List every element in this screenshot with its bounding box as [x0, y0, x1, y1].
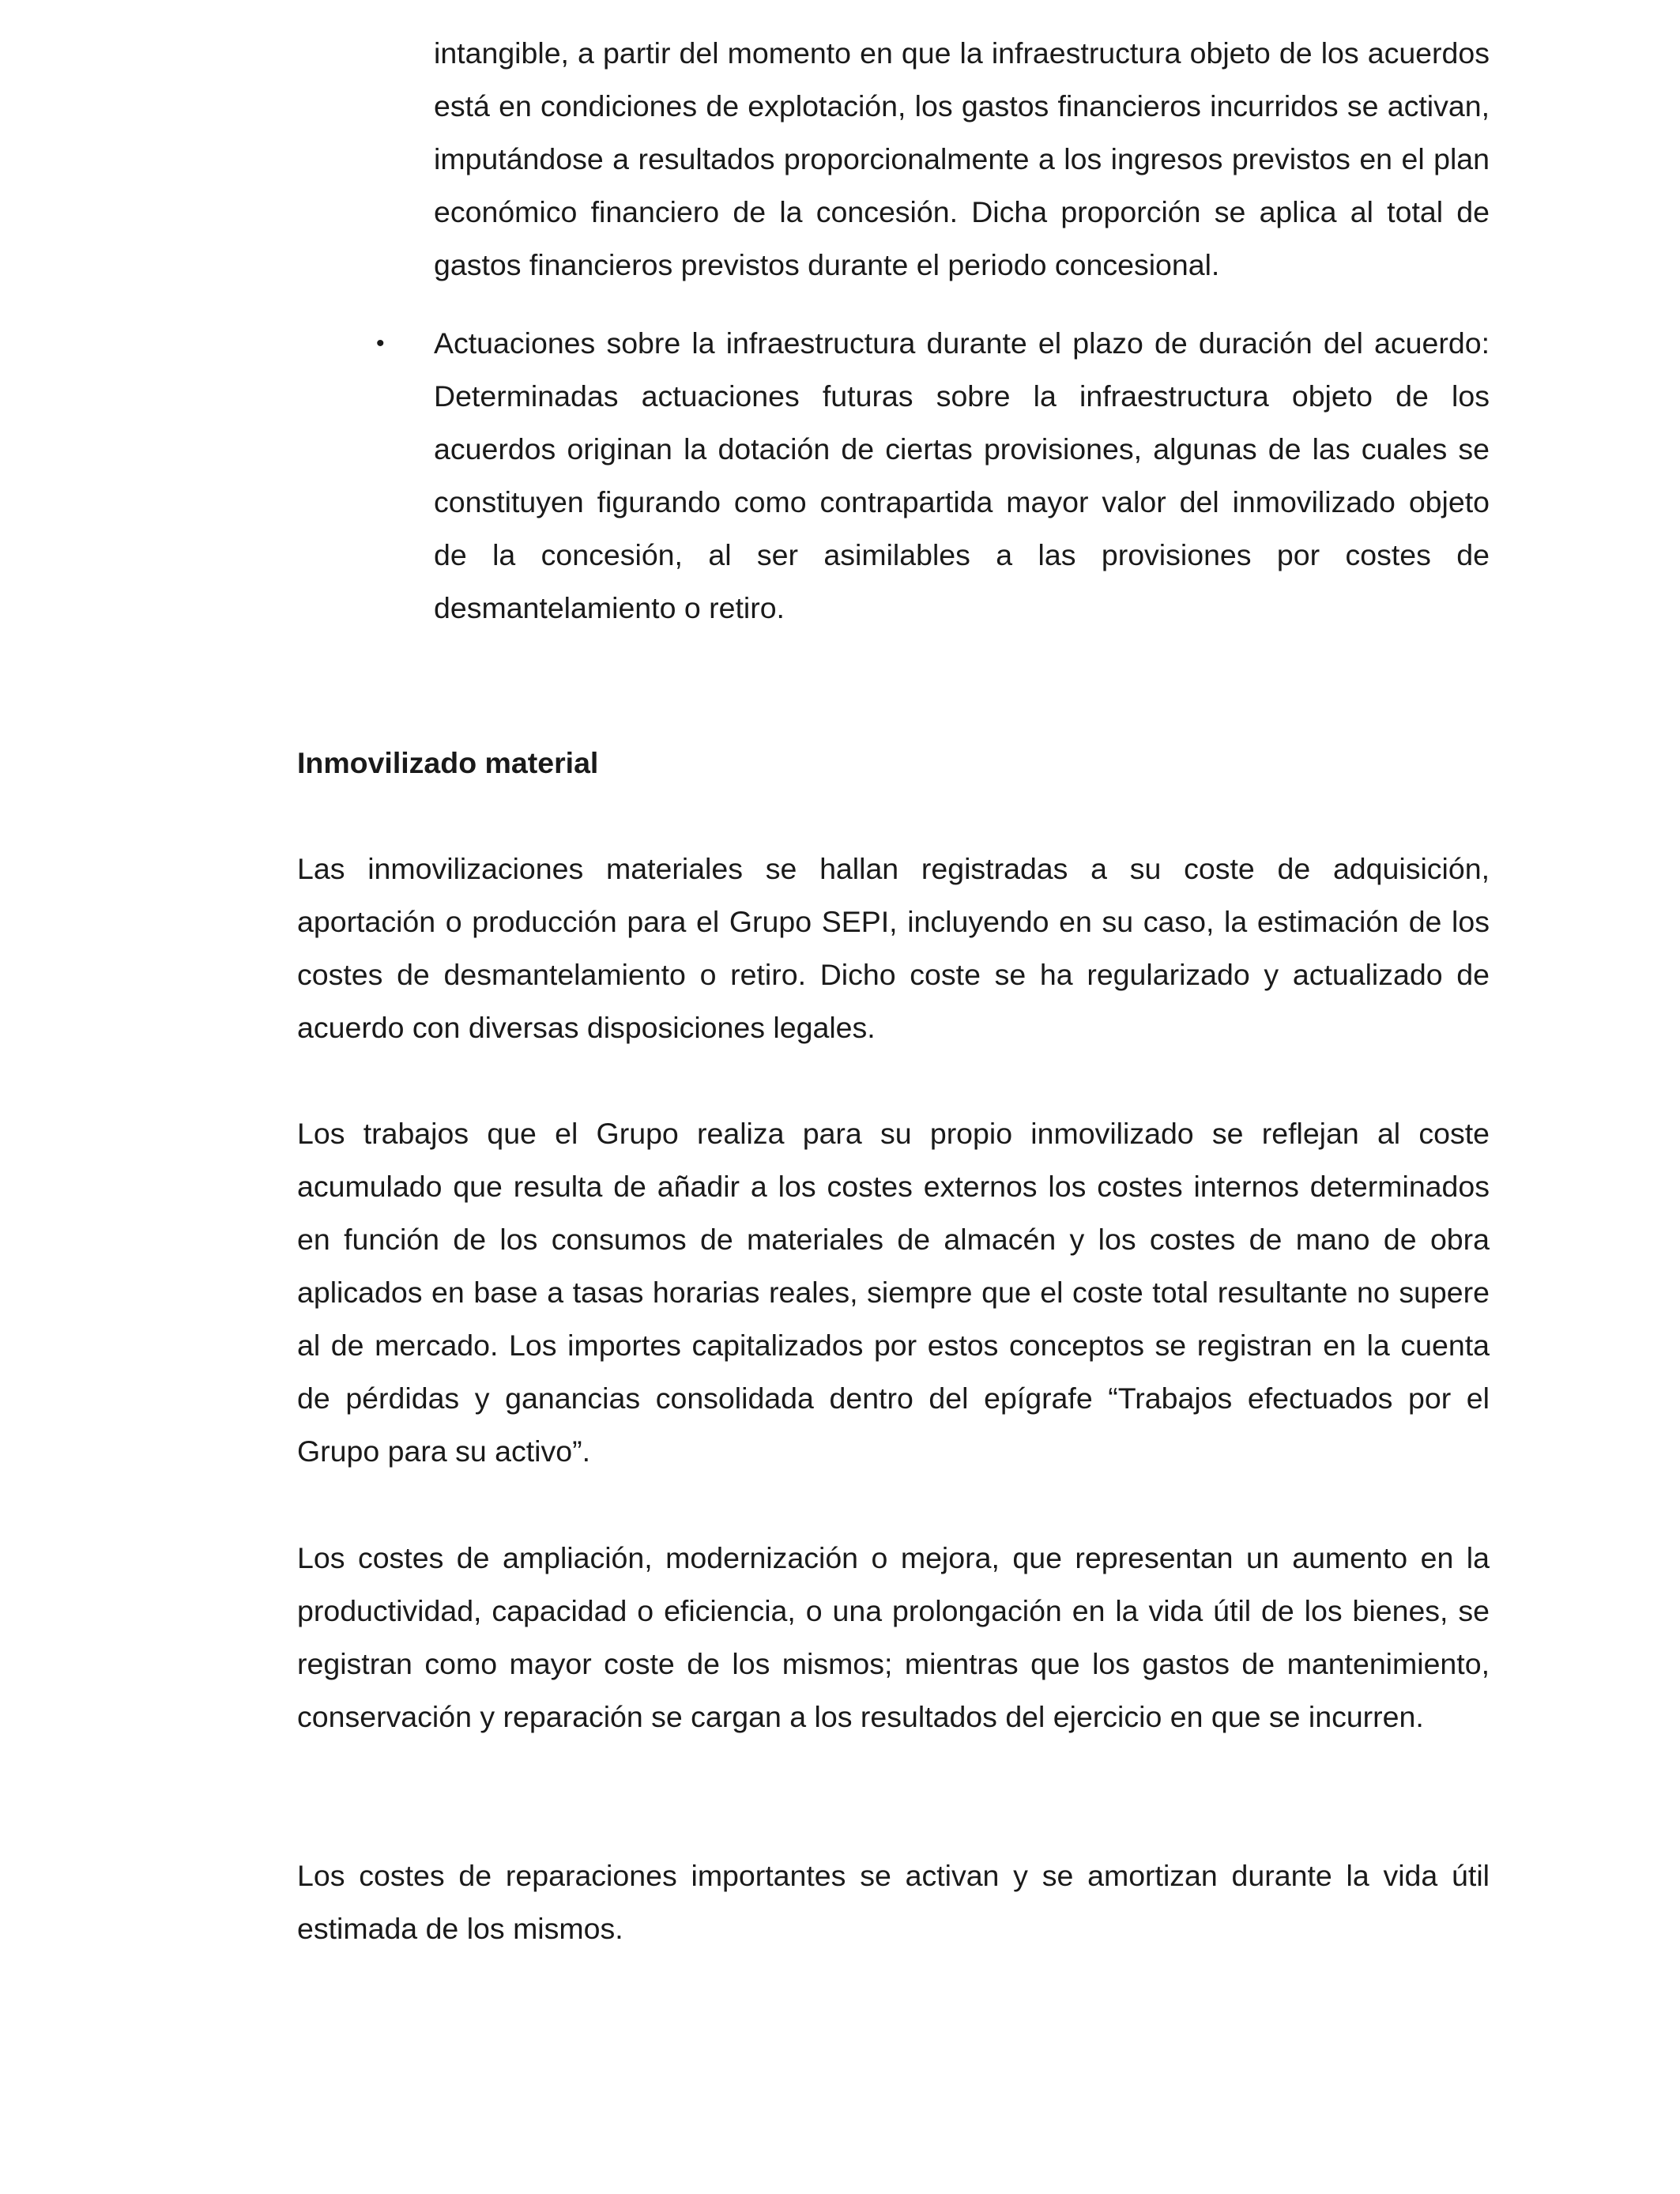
section-heading: Inmovilizado material [297, 746, 599, 779]
body-paragraph-2: Los trabajos que el Grupo realiza para su propio inmovilizado se reflejan al coste acumulado que resulta de añadir a los costes externos los costes internos determinados en función de los consumos de materiales de almacén y los costes de mano de obra aplicados en base a tasas horarias reales, siempre que el coste total resultante no supere al de mercado. Los importes capitalizados por estos conceptos se registran en la cuenta de pérdidas y ganancias consolidada dentro del epígrafe “Trabajos efectuados por el Grupo para su activo”. [297, 1117, 1490, 1468]
bullet-icon: • [376, 330, 385, 356]
continuation-paragraph: intangible, a partir del momento en que la infraestructura objeto de los acuerdos está en condiciones de explotación, los gastos financieros incurridos se activan, imputándose a resultados proporcionalmente a los ingresos previstos en el plan económico financiero de la concesión. Dicha proporción se aplica al total de gastos financieros previstos durante el periodo concesional. [434, 36, 1490, 281]
body-paragraph-1: Las inmovilizaciones materiales se hallan registradas a su coste de adquisición, aportación o producción para el Grupo SEPI, incluyendo en su caso, la estimación de los costes de desmantelamiento o retiro. Dicho coste se ha regularizado y actualizado de acuerdo con diversas disposiciones legales. [297, 852, 1490, 1044]
bullet-item-text: Actuaciones sobre la infraestructura durante el plazo de duración del acuerdo: Determinadas actuaciones futuras sobre la infraestructura objeto de los acuerdos originan la dotación de ciertas provisiones, algunas de las cuales se constituyen figurando como contrapartida mayor valor del inmovilizado objeto de la concesión, al ser asimilables a las provisiones por costes de desmantelamiento o retiro. [434, 326, 1490, 624]
body-paragraph-3: Los costes de ampliación, modernización o mejora, que representan un aumento en la productividad, capacidad o eficiencia, o una prolongación en la vida útil de los bienes, se registran como mayor coste de los mismos; mientras que los gastos de mantenimiento, conservación y reparación se cargan a los resultados del ejercicio en que se incurren. [297, 1541, 1490, 1733]
body-paragraph-4: Los costes de reparaciones importantes se activan y se amortizan durante la vida útil estimada de los mismos. [297, 1859, 1490, 1945]
